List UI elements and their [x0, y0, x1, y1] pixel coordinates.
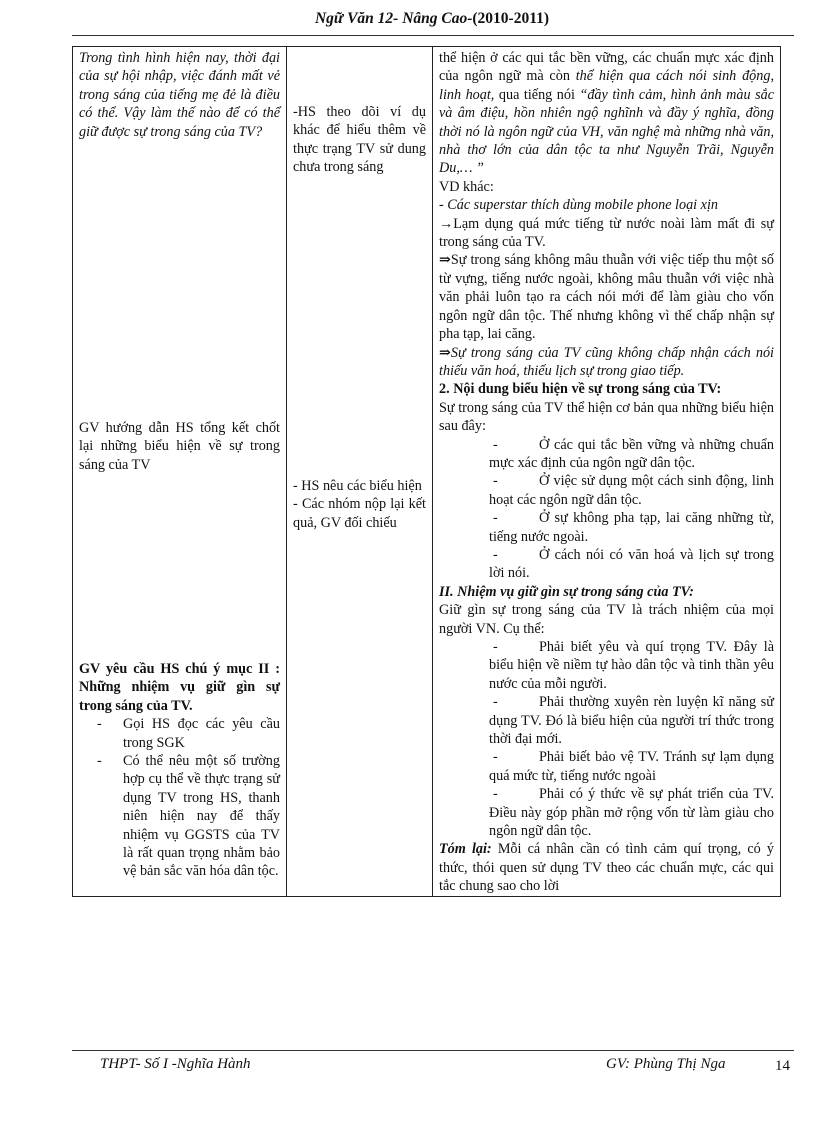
student-activity-cell [287, 47, 433, 897]
section-heading: II. Nhiệm vụ giữ gìn sự trong sáng của TV: [439, 583, 694, 600]
header-year: (2010-2011) [472, 10, 550, 27]
list-item: - Phải có ý thức về sự phát triển của TV. Điều này góp phần mở rộng vốn từ làm giàu cho ngôn ngữ dân tộc. [489, 786, 774, 840]
implication-note-text: Sự trong sáng không mâu thuẫn với việc tiếp thu một số từ vựng, tiếng nước ngoài, không mâu thuẫn với việc nhà văn phải luôn tạo ra cách nói mới để làm giàu cho vốn ngôn ngữ dân tộc. Thế nhưng không vì thế chấp nhận sự pha tạp, lai căng. [439, 252, 774, 343]
footer-school: THPT- Số I -Nghĩa Hành [100, 1056, 251, 1072]
list-item: - Ở các qui tắc bền vững và những chuẩn mực xác định của ngôn ngữ dân tộc. [489, 436, 774, 471]
arrow-note-text: Lạm dụng quá mức tiếng từ nước noài làm mất đi sự trong sáng của TV. [439, 215, 774, 251]
content-text-italic: thể hiện qua cách nói sinh động, linh hoạt, [439, 68, 774, 103]
question-text: Trong tình hình hiện nay, thời đại của sự hội nhập, việc đánh mất vẻ trong sáng của tiếng mẹ đẻ là điều có thể. Vậy làm thế nào để có thể giữ được sự trong sáng của TV? [79, 50, 280, 140]
teacher-activity-cell [73, 47, 287, 897]
implication-note-text: Sự trong sáng của TV cũng không chấp nhận cách nói thiếu văn hoá, thiếu lịch sự trong giao tiếp. [439, 344, 774, 379]
summary-label: Tóm lại: [439, 841, 492, 858]
header-rule [72, 35, 794, 36]
student-example-text: -HS theo dõi ví dụ khác để hiểu thêm về thực trạng TV sử dung chưa trong sáng [293, 104, 426, 176]
list-item: - Phải biết bảo vệ TV. Tránh sự lạm dụng quá mức từ, tiếng nước ngoài [489, 749, 774, 784]
header-title: Ngữ Văn 12- Nâng Cao- [314, 10, 473, 27]
content-quote: “đầy tình cảm, hình ảnh màu sắc và âm điệu, hồn nhiên ngộ nghĩnh và đầy ý nghĩa, đồng thời nó là ngôn ngữ của VH, văn nghệ mà những nhà văn, nhà thơ lớn của dân tộc ta như Nguyễn Trãi, Nguyễn Du,… ” [439, 86, 775, 177]
section-intro: Sự trong sáng của TV thể hiện cơ bản qua những biểu hiện sau đây: [439, 399, 774, 435]
student-list-text: - HS nêu các biểu hiện [293, 478, 422, 494]
implication-note [439, 251, 774, 343]
list-item: - Ở sự không pha tạp, lai căng những từ, tiếng nước ngoài. [489, 510, 774, 545]
lesson-table [72, 46, 781, 897]
task-heading: GV yêu cầu HS chú ý mục II : Những nhiệm vụ giữ gìn sự trong sáng của TV. [79, 661, 280, 714]
list-item: - Có thể nêu một số trường hợp cụ thể về thực trạng sử dụng TV trong HS, thanh niên hiện nay để thấy nhiệm vụ GGSTS của TV là rất quan trọng nhằm bảo vệ bản sắc văn hóa dân tộc. [123, 752, 280, 881]
student-group-text: - Các nhóm nộp lại kết quả, GV đối chiếu [293, 496, 426, 531]
table-row [73, 47, 781, 897]
list-item: - Gọi HS đọc các yêu cầu trong SGK [123, 715, 280, 752]
section-intro: Giữ gìn sự trong sáng của TV là trách nhiệm của mọi người VN. Cụ thể: [439, 602, 774, 637]
content-text: thể hiện ở các qui tắc bền vững, các chuẩn mực xác định của ngôn ngữ mà còn [439, 50, 774, 85]
page-number: 14 [775, 1058, 790, 1074]
page-header [72, 10, 792, 28]
example-label: VD khác: [439, 178, 494, 195]
double-arrow-icon: ⇒ [439, 252, 451, 269]
content-paragraph [439, 49, 774, 178]
summary-text: Mỗi cá nhân cần có tình cảm quí trọng, có ý thức, thói quen sử dụng TV theo các chuẩn mực, các qui tắc chung sao cho lời [439, 841, 774, 895]
list-item: - Ở việc sử dụng một cách sinh động, linh hoạt các ngôn ngữ dân tộc. [489, 473, 774, 508]
right-arrow-icon: → [439, 215, 454, 232]
double-arrow-icon: ⇒ [439, 344, 451, 361]
list-item: - Phải biết yêu và quí trọng TV. Đây là biểu hiện về niềm tự hào dân tộc và tinh thần yêu nước của mỗi người. [489, 639, 774, 692]
arrow-note [439, 215, 774, 252]
example-text: - Các superstar thích dùng mobile phone loại xịn [439, 197, 718, 214]
content-cell [433, 47, 781, 897]
footer-teacher: GV: Phùng Thị Nga [606, 1056, 726, 1072]
list-item: - Phải thường xuyên rèn luyện kĩ năng sử dụng TV. Đó là biểu hiện của người trí thức trong thời đại mới. [489, 694, 774, 748]
section-list [439, 436, 774, 583]
summary-guide-text: GV hướng dẫn HS tổng kết chốt lại những biểu hiện về sự trong sáng của TV [79, 420, 280, 473]
task-list [79, 715, 280, 881]
section-list [439, 638, 774, 840]
list-item: - Ở cách nói có văn hoá và lịch sự trong lời nói. [489, 546, 774, 582]
footer-rule [72, 1050, 794, 1051]
implication-note [439, 344, 774, 381]
content-text: qua tiếng nói [498, 86, 575, 103]
section-heading: 2. Nội dung biểu hiện về sự trong sáng của TV: [439, 381, 722, 398]
summary-paragraph [439, 840, 774, 896]
